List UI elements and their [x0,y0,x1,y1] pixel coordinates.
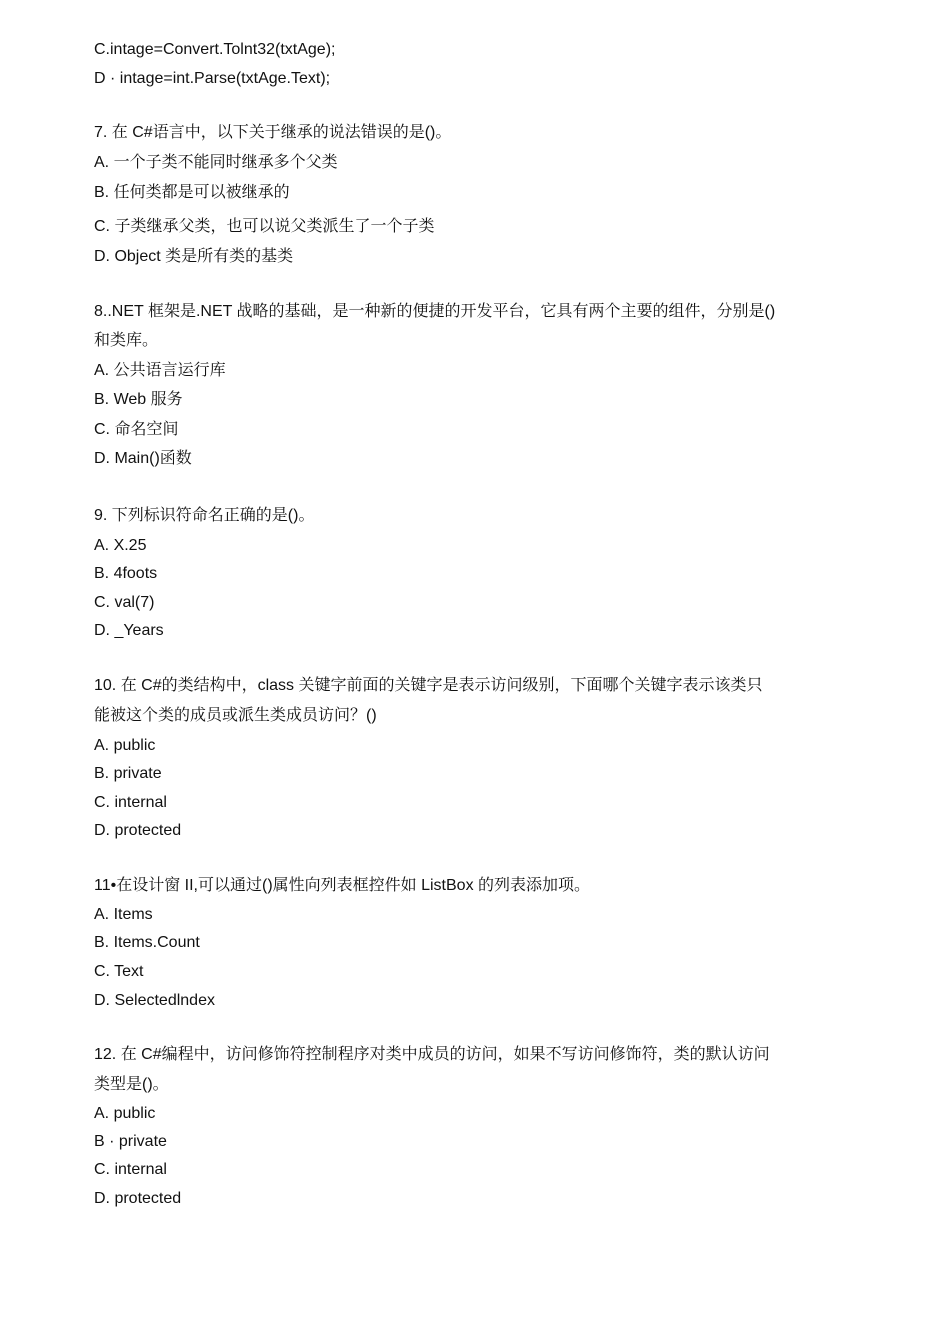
question-9: 9. 下列标识符命名正确的是()。 [94,507,315,524]
q11-option-b: B. Items.Count [94,934,200,951]
q11-option-d: D. Selectedlndex [94,992,215,1009]
q9-option-b: B. 4foots [94,565,158,582]
q7-option-b: B. 任何类都是可以被继承的 [94,184,290,201]
q10-option-b: B. private [94,765,162,782]
q8-option-a: A. 公共语言运行库 [94,362,226,379]
question-10-line-2: 能被这个类的成员或派生类成员访问？() [94,707,377,724]
q10-option-d: D. protected [94,822,182,839]
q12-option-a: A. public [94,1105,156,1122]
q7-option-a: A. 一个子类不能同时继承多个父类 [94,154,338,171]
q7-option-c: C. 子类继承父类，也可以说父类派生了一个子类 [94,218,435,235]
q12-option-b: B · private [94,1133,167,1150]
q12-option-c: C. internal [94,1161,167,1178]
question-12-line-2: 类型是()。 [94,1076,169,1093]
question-11: 11•在设计窗 II,可以通过()属性向列表框控件如 ListBox 的列表添加项。 [94,877,591,894]
q8-option-d: D. Main()函数 [94,450,192,467]
q10-option-a: A. public [94,737,156,754]
question-8-line-1: 8..NET 框架是.NET 战略的基础，是一种新的便捷的开发平台，它具有两个主要的组件，分别是() [94,303,776,320]
q8-option-c: C. 命名空间 [94,421,179,438]
q9-option-c: C. val(7) [94,594,155,611]
option-c-line: C.intage=Convert.Tolnt32(txtAge); [94,41,336,58]
q9-option-a: A. X.25 [94,537,147,554]
question-7: 7. 在 C#语言中，以下关于继承的说法错误的是()。 [94,124,452,141]
q11-option-a: A. Items [94,906,153,923]
question-10-line-1: 10. 在 C#的类结构中，class 关键字前面的关键字是表示访问级别，下面哪个关键字表示该类只 [94,677,763,694]
q9-option-d: D. _Years [94,622,164,639]
q7-option-d: D. Object 类是所有类的基类 [94,248,294,265]
question-12-line-1: 12. 在 C#编程中，访问修饰符控制程序对类中成员的访问，如果不写访问修饰符，类的默认访问 [94,1046,770,1063]
option-d-line: D · intage=int.Parse(txtAge.Text); [94,70,331,87]
q10-option-c: C. internal [94,794,167,811]
question-8-line-2: 和类库。 [94,332,159,349]
q11-option-c: C. Text [94,963,144,980]
q12-option-d: D. protected [94,1190,182,1207]
q8-option-b: B. Web 服务 [94,391,183,408]
